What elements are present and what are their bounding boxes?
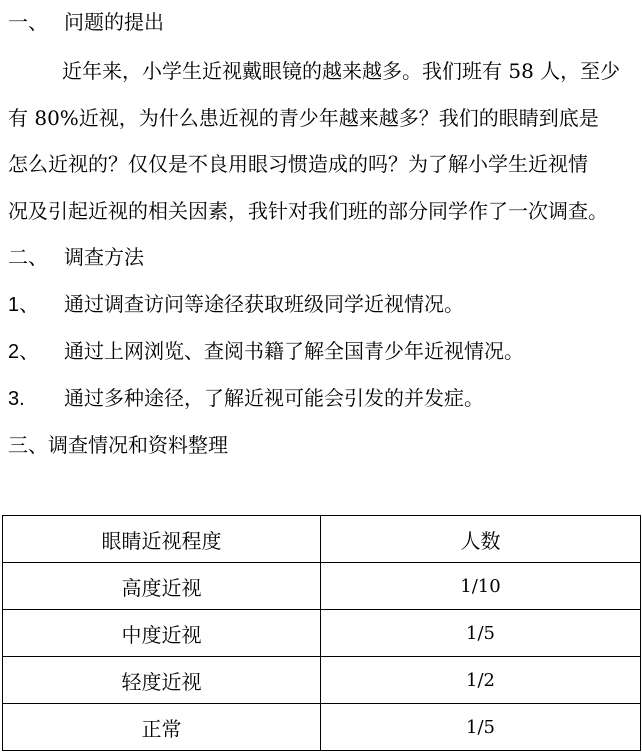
method-number: 1、 [8, 294, 40, 316]
table-row [3, 704, 641, 751]
section1-title: 问题的提出 [64, 10, 164, 34]
method-item-1 [8, 290, 464, 319]
myopia-table [2, 515, 641, 751]
section2-title: 调查方法 [64, 245, 144, 269]
row-label: 正常 [3, 704, 321, 751]
section1-heading [8, 8, 164, 37]
row-label: 中度近视 [3, 610, 321, 657]
section2-heading [8, 243, 144, 272]
row-label: 高度近视 [3, 563, 321, 610]
method-number: 3. [8, 388, 25, 410]
paragraph-line-3: 怎么近视的？仅仅是不良用眼习惯造成的吗？为了解小学生近视情 [8, 152, 588, 176]
row-value: 1/5 [321, 704, 641, 751]
section1-number: 一、 [8, 12, 48, 34]
header-count: 人数 [321, 516, 641, 563]
row-value: 1/5 [321, 610, 641, 657]
table-row [3, 610, 641, 657]
method-text: 通过多种途径，了解近视可能会引发的并发症。 [64, 386, 484, 410]
section2-number: 二、 [8, 247, 48, 269]
table-header-row [3, 516, 641, 563]
row-label: 轻度近视 [3, 657, 321, 704]
table-row [3, 657, 641, 704]
paragraph-line-4: 况及引起近视的相关因素，我针对我们班的部分同学作了一次调查。 [8, 199, 608, 223]
paragraph-line-1: 近年来，小学生近视戴眼镜的越来越多。我们班有 58 人，至少 [62, 59, 621, 83]
section3-heading: 三、调查情况和资料整理 [8, 433, 228, 457]
row-value: 1/2 [321, 657, 641, 704]
paragraph-line-2: 有 80%近视，为什么患近视的青少年越来越多？我们的眼睛到底是 [8, 106, 599, 130]
method-item-3 [8, 384, 484, 413]
method-item-2 [8, 337, 524, 366]
table-row [3, 563, 641, 610]
method-text: 通过上网浏览、查阅书籍了解全国青少年近视情况。 [64, 339, 524, 363]
method-number: 2、 [8, 341, 40, 363]
header-myopia-degree: 眼睛近视程度 [3, 516, 321, 563]
row-value: 1/10 [321, 563, 641, 610]
method-text: 通过调查访问等途径获取班级同学近视情况。 [64, 292, 464, 316]
